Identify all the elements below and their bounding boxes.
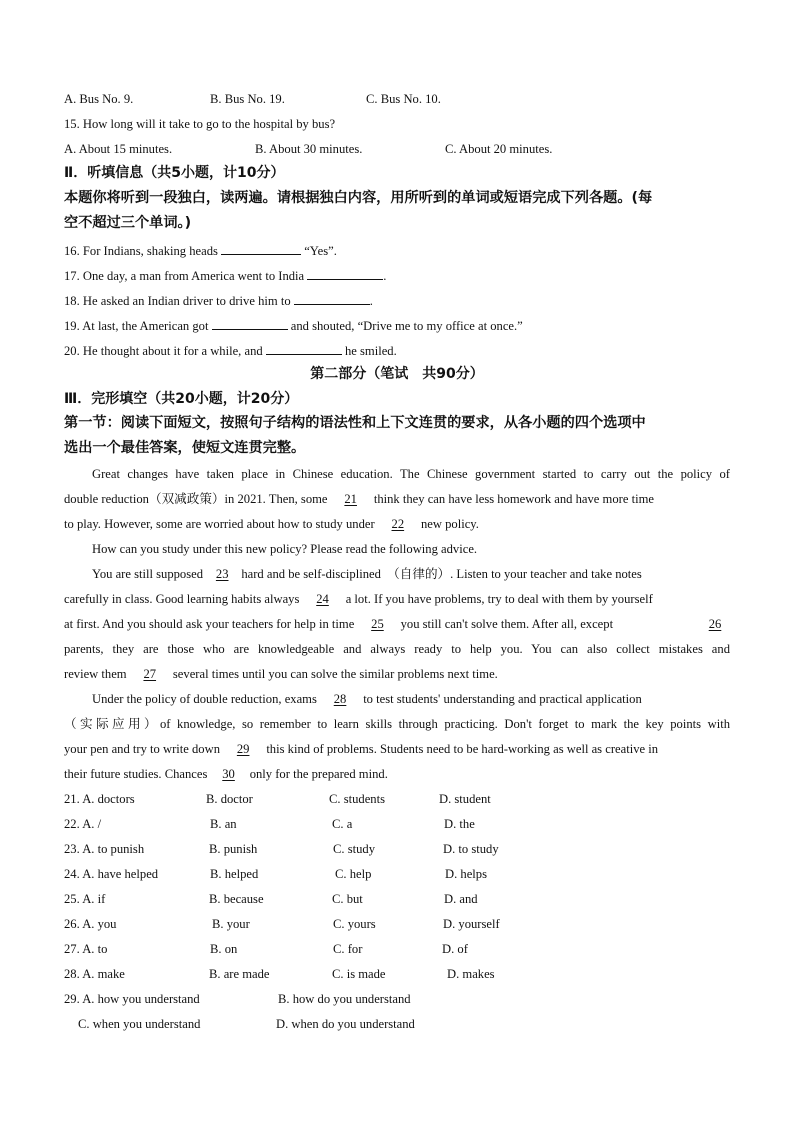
blank-23[interactable]: 23 (215, 567, 229, 581)
choice-21-b[interactable]: B. doctor (206, 792, 253, 806)
section2-instruction-line2: 空不超过三个单词。) (64, 215, 192, 231)
passage-p4-l1b: to test students' understanding and practical application (363, 692, 642, 706)
choice-29-b[interactable]: B. how do you understand (278, 992, 411, 1006)
blank-29[interactable]: 29 (236, 742, 250, 756)
q18-text-after: . (369, 294, 373, 308)
q14-option-b: B. Bus No. 19. (210, 92, 285, 106)
passage-p4-l3a: your pen and try to write down (64, 742, 220, 756)
choice-23-c[interactable]: C. study (333, 842, 375, 856)
passage-line (64, 612, 730, 637)
choice-25-c[interactable]: C. but (332, 892, 363, 906)
choice-24-b[interactable]: B. helped (210, 867, 259, 881)
passage-p2: How can you study under this new policy? Please read the following advice. (92, 542, 478, 556)
q16-text-after: “Yes”. (304, 244, 337, 258)
passage-line (64, 762, 730, 787)
passage-p3-l3a: at first. And you should ask your teachers for help in time (64, 617, 355, 631)
passage-p4-l2: （实际应用）of knowledge, so remember to learn skills through practicing. Don't forget to mark the key points with (64, 717, 730, 731)
q17-answer-blank[interactable] (307, 267, 383, 280)
blank-21[interactable]: 21 (344, 492, 357, 506)
passage-p1-l3a: to play. However, some are worried about how to study under (64, 517, 375, 531)
choice-26-c[interactable]: C. yours (333, 917, 376, 931)
passage-p3-l2b: a lot. If you have problems, try to deal with them by yourself (345, 592, 653, 606)
part2-title: 第二部分（笔试 共90分） (310, 366, 484, 382)
passage-line (64, 562, 730, 587)
section2-instruction-line1: 本题你将听到一段独白，读两遍。请根据独白内容，用所听到的单词或短语完成下列各题。(每 (64, 190, 653, 206)
passage-p4-l3b: this kind of problems. Students need to be hard-working as well as creative in (266, 742, 659, 756)
q15-option-b: B. About 30 minutes. (255, 142, 363, 156)
passage-p1-l2a: double reduction（双减政策）in 2021. Then, some (64, 492, 328, 506)
choice-22-c[interactable]: C. a (332, 817, 353, 831)
choice-28-d[interactable]: D. makes (447, 967, 495, 981)
q15-option-c: C. About 20 minutes. (445, 142, 553, 156)
choice-23-a[interactable]: 23. A. to punish (64, 842, 145, 856)
choice-27-d[interactable]: D. of (442, 942, 468, 956)
choice-29-d[interactable]: D. when do you understand (276, 1017, 415, 1031)
choice-29-c[interactable]: C. when you understand (78, 1017, 201, 1031)
choice-21-d[interactable]: D. student (439, 792, 491, 806)
q18-text: 18. He asked an Indian driver to drive him to (64, 294, 291, 308)
q18-item (64, 292, 373, 309)
passage-line (64, 587, 730, 612)
passage-p1-l3b: new policy. (420, 517, 479, 531)
choice-21-c[interactable]: C. students (329, 792, 385, 806)
blank-22[interactable]: 22 (391, 517, 405, 531)
passage-line (64, 462, 730, 487)
choice-22-a[interactable]: 22. A. / (64, 817, 102, 831)
q16-answer-blank[interactable] (221, 242, 301, 255)
passage-line (64, 637, 730, 662)
choice-25-a[interactable]: 25. A. if (64, 892, 106, 906)
passage-p1-l1: Great changes have taken place in Chinese education. The Chinese government started to carry out the policy of (92, 467, 730, 481)
q16-text: 16. For Indians, shaking heads (64, 244, 218, 258)
blank-30[interactable]: 30 (222, 767, 235, 781)
choice-22-d[interactable]: D. the (444, 817, 475, 831)
q15-question: 15. How long will it take to go to the hospital by bus? (64, 117, 336, 131)
choice-27-c[interactable]: C. for (333, 942, 363, 956)
choice-26-d[interactable]: D. yourself (443, 917, 500, 931)
passage-p1-l2b: think they can have less homework and have more time (373, 492, 654, 506)
choice-25-b[interactable]: B. because (209, 892, 264, 906)
passage-line (64, 537, 730, 562)
passage-p4-l1 (92, 687, 642, 712)
passage-p3-l1b: hard and be self-disciplined （自律的）. Listen to your teacher and take notes (241, 567, 642, 581)
q19-item (64, 317, 523, 334)
choice-28-c[interactable]: C. is made (332, 967, 386, 981)
blank-27[interactable]: 27 (143, 667, 157, 681)
passage-line (64, 737, 730, 762)
passage-line (64, 712, 730, 737)
choice-25-d[interactable]: D. and (444, 892, 478, 906)
passage-p4-l4a: their future studies. Chances (64, 767, 208, 781)
choice-23-d[interactable]: D. to study (443, 842, 499, 856)
passage-line (64, 662, 730, 687)
q20-answer-blank[interactable] (266, 342, 342, 355)
passage-line (64, 487, 730, 512)
passage-p3-l1 (92, 562, 642, 587)
passage-line (64, 512, 730, 537)
choice-27-b[interactable]: B. on (210, 942, 238, 956)
choice-23-b[interactable]: B. punish (209, 842, 258, 856)
choice-29-a[interactable]: 29. A. how you understand (64, 992, 200, 1006)
section3-heading: Ⅲ．完形填空（共20小题，计20分） (64, 391, 299, 407)
choice-24-c[interactable]: C. help (335, 867, 372, 881)
choice-27-a[interactable]: 27. A. to (64, 942, 108, 956)
passage-p3-l3b: you still can't solve them. After all, except (400, 617, 614, 631)
q18-answer-blank[interactable] (294, 292, 370, 305)
section2-heading: Ⅱ．听填信息（共5小题，计10分） (64, 165, 285, 181)
q19-text-after: and shouted, “Drive me to my office at once.” (290, 319, 523, 333)
section3-instruction-line2: 选出一个最佳答案，使短文连贯完整。 (64, 440, 306, 456)
q20-text: 20. He thought about it for a while, and (64, 344, 263, 358)
q20-item (64, 342, 397, 359)
q16-item (64, 242, 337, 259)
q19-answer-blank[interactable] (212, 317, 288, 330)
q14-option-a: A. Bus No. 9. (64, 92, 134, 106)
passage-line (64, 687, 730, 712)
passage-p3-l2a: carefully in class. Good learning habits always (64, 592, 300, 606)
passage-p4-l1a: Under the policy of double reduction, exams (92, 692, 317, 706)
passage-p3-l5b: several times until you can solve the similar problems next time. (172, 667, 498, 681)
q15-option-a: A. About 15 minutes. (64, 142, 173, 156)
section3-instruction-line1: 第一节：阅读下面短文，按照句子结构的语法性和上下文连贯的要求，从各小题的四个选项中 (64, 415, 646, 431)
choice-22-b[interactable]: B. an (210, 817, 237, 831)
choice-24-a[interactable]: 24. A. have helped (64, 867, 159, 881)
choice-24-d[interactable]: D. helps (445, 867, 487, 881)
choice-28-a[interactable]: 28. A. make (64, 967, 125, 981)
passage-p4-l4b: only for the prepared mind. (249, 767, 388, 781)
choice-21-a[interactable]: 21. A. doctors (64, 792, 135, 806)
choice-26-b[interactable]: B. your (212, 917, 250, 931)
q20-text-after: he smiled. (344, 344, 397, 358)
q17-item (64, 267, 386, 284)
choice-28-b[interactable]: B. are made (209, 967, 270, 981)
blank-24[interactable]: 24 (316, 592, 329, 606)
passage-p3-l5a: review them (64, 667, 127, 681)
q17-text-after: . (383, 269, 387, 283)
blank-28[interactable]: 28 (333, 692, 347, 706)
q17-text: 17. One day, a man from America went to India (64, 269, 305, 283)
choice-26-a[interactable]: 26. A. you (64, 917, 117, 931)
cloze-passage (64, 462, 730, 787)
passage-p3-l4: parents, they are those who are knowledgeable and always ready to help you. You can also collect mistakes and (64, 642, 730, 656)
q19-text: 19. At last, the American got (64, 319, 209, 333)
passage-p3-l1a: You are still supposed (92, 567, 204, 581)
blank-26[interactable]: 26 (708, 617, 722, 631)
blank-25[interactable]: 25 (371, 617, 384, 631)
q14-option-c: C. Bus No. 10. (366, 92, 441, 106)
